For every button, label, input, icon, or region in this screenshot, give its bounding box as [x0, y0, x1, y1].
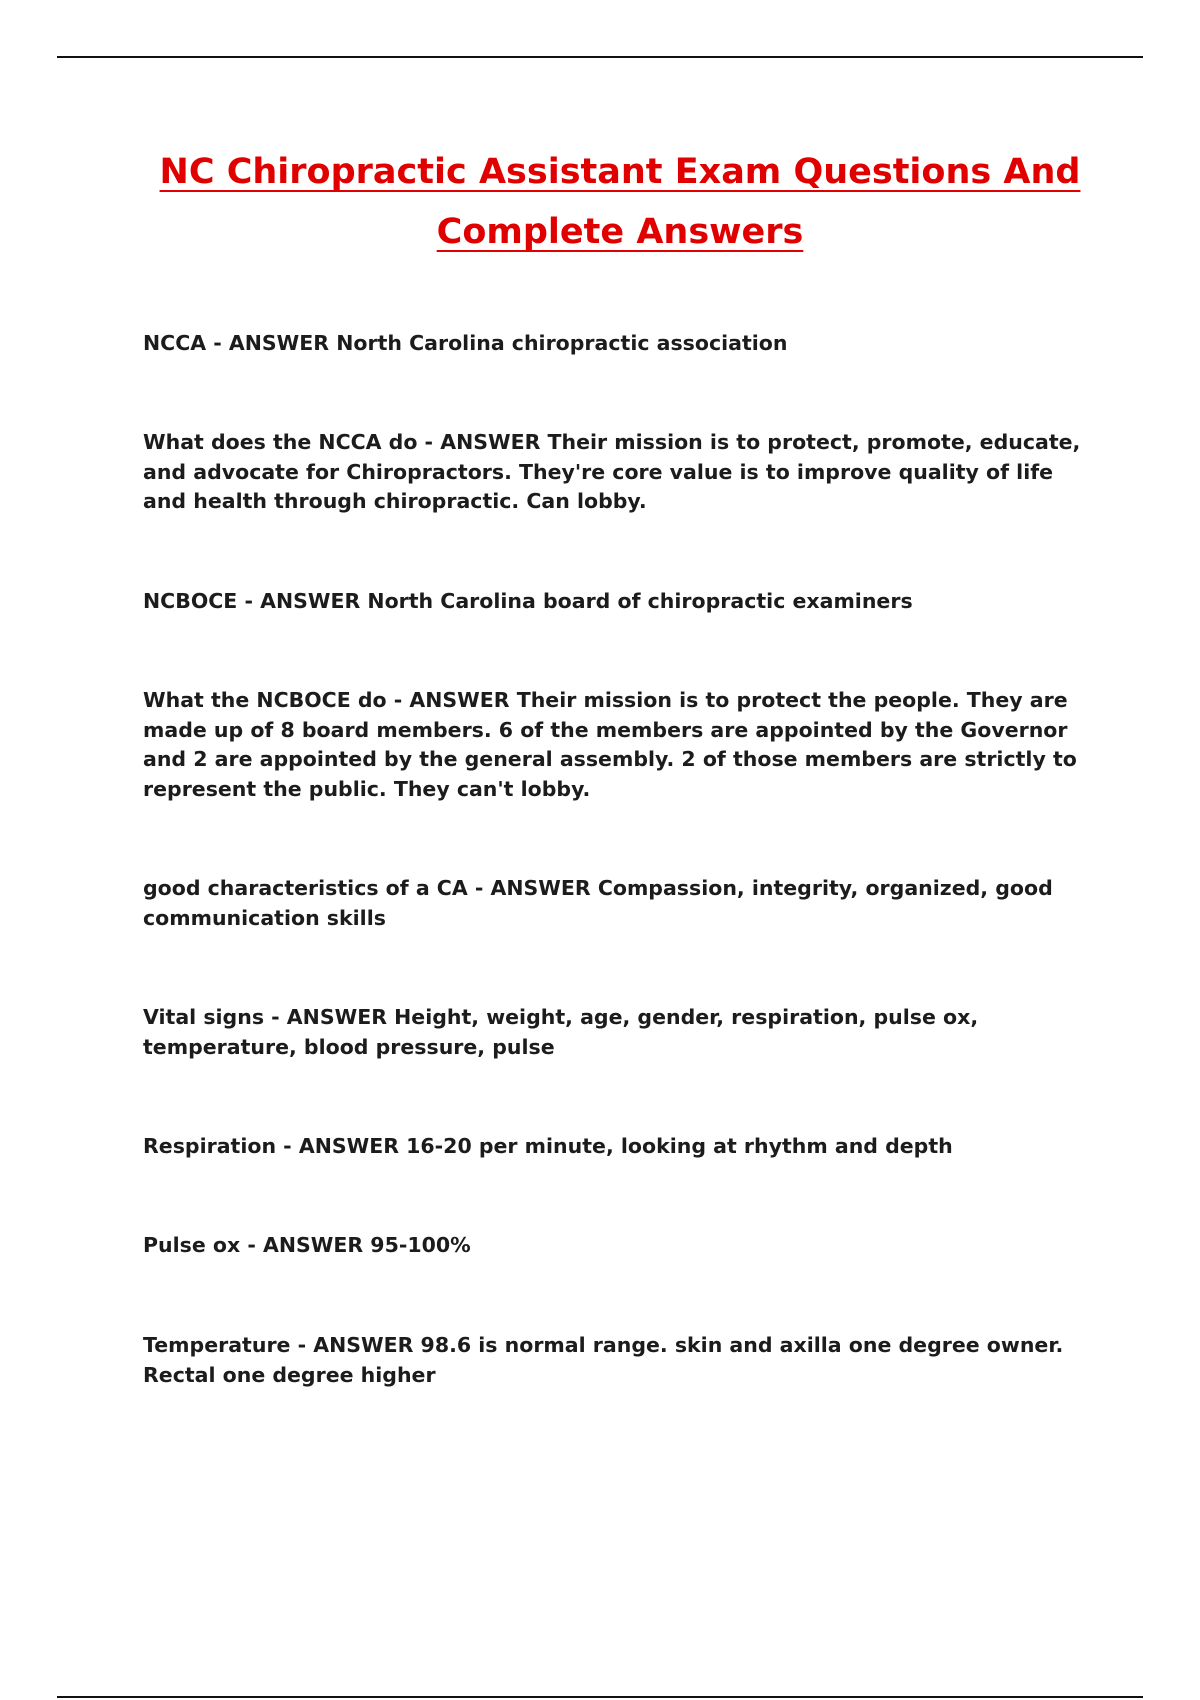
top-rule [57, 56, 1143, 58]
qa-entry-ncca: NCCA - ANSWER North Carolina chiropractic association [143, 331, 788, 355]
qa-entry-ncboce: NCBOCE - ANSWER North Carolina board of chiropractic examiners [143, 589, 913, 613]
qa-entry-temperature: Temperature - ANSWER 98.6 is normal range. skin and axilla one degree owner. Rectal one degree higher [143, 1333, 1064, 1387]
qa-entry-vital-signs: Vital signs - ANSWER Height, weight, age, gender, respiration, pulse ox, temperature, blood pressure, pulse [143, 1005, 979, 1059]
title-line-1: NC Chiropractic Assistant Exam Questions And [159, 152, 1081, 192]
qa-entry-ncboce-role: What the NCBOCE do - ANSWER Their mission is to protect the people. They are made up of 8 board members. 6 of the members are appointed by the Governor and 2 are appointed by the general assembly. 2 of those members are strictly to represent the public. They can't lobby. [143, 688, 1077, 801]
qa-entry-respiration: Respiration - ANSWER 16-20 per minute, looking at rhythm and depth [143, 1134, 953, 1158]
title-line-2: Complete Answers [436, 212, 804, 252]
qa-entry-pulse-ox: Pulse ox - ANSWER 95-100% [143, 1233, 471, 1257]
qa-entry-ca-characteristics: good characteristics of a CA - ANSWER Compassion, integrity, organized, good communication skills [143, 876, 1053, 930]
bottom-rule [57, 1696, 1143, 1698]
page-title [100, 142, 1140, 262]
qa-entry-ncca-role: What does the NCCA do - ANSWER Their mission is to protect, promote, educate, and advocate for Chiropractors. They're core value is to improve quality of life and health through chiropractic. Can lobby. [143, 430, 1081, 513]
